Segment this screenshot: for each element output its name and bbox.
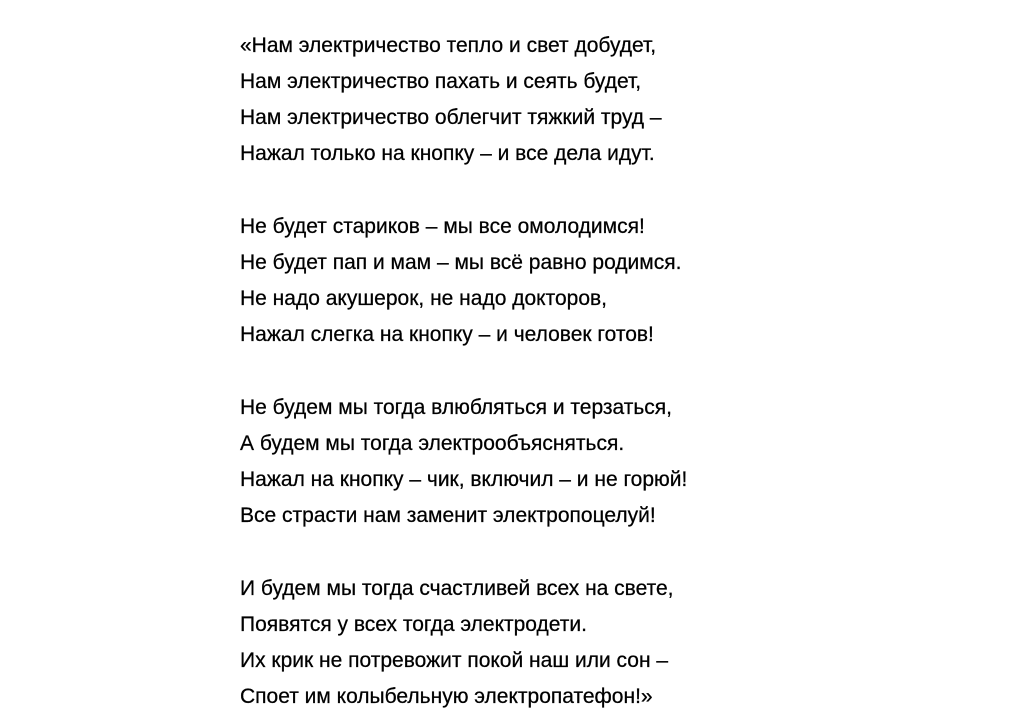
poem-line: «Нам электричество тепло и свет добудет, (240, 34, 657, 57)
poem-line: Споет им колыбельную электропатефон!» (240, 685, 653, 708)
stanza-2 (240, 209, 1000, 353)
poem-line: Их крик не потревожит покой наш или сон – (240, 649, 669, 672)
poem-line: Появятся у всех тогда электродети. (240, 613, 587, 636)
stanza-3 (240, 390, 1000, 534)
poem-line: Не будет стариков – мы все омолодимся! (240, 215, 645, 238)
poem-line: Не надо акушерок, не надо докторов, (240, 287, 607, 310)
poem-line: И будем мы тогда счастливей всех на свете, (240, 577, 674, 600)
poem-line: Нажал только на кнопку – и все дела идут. (240, 142, 655, 165)
stanza-1 (240, 28, 1000, 172)
poem-line: Не будем мы тогда влюбляться и терзаться, (240, 396, 672, 419)
poem-text (240, 28, 1000, 715)
poem-line: Нажал слегка на кнопку – и человек готов! (240, 323, 654, 346)
stanza-4 (240, 571, 1000, 715)
poem-line: А будем мы тогда электрообъясняться. (240, 432, 625, 455)
poem-line: Нажал на кнопку – чик, включил – и не горюй! (240, 468, 688, 491)
poem-line: Нам электричество облегчит тяжкий труд – (240, 106, 662, 129)
poem-line: Все страсти нам заменит электропоцелуй! (240, 504, 656, 527)
poem-line: Нам электричество пахать и сеять будет, (240, 70, 642, 93)
poem-line: Не будет пап и мам – мы всё равно родимся. (240, 251, 682, 274)
